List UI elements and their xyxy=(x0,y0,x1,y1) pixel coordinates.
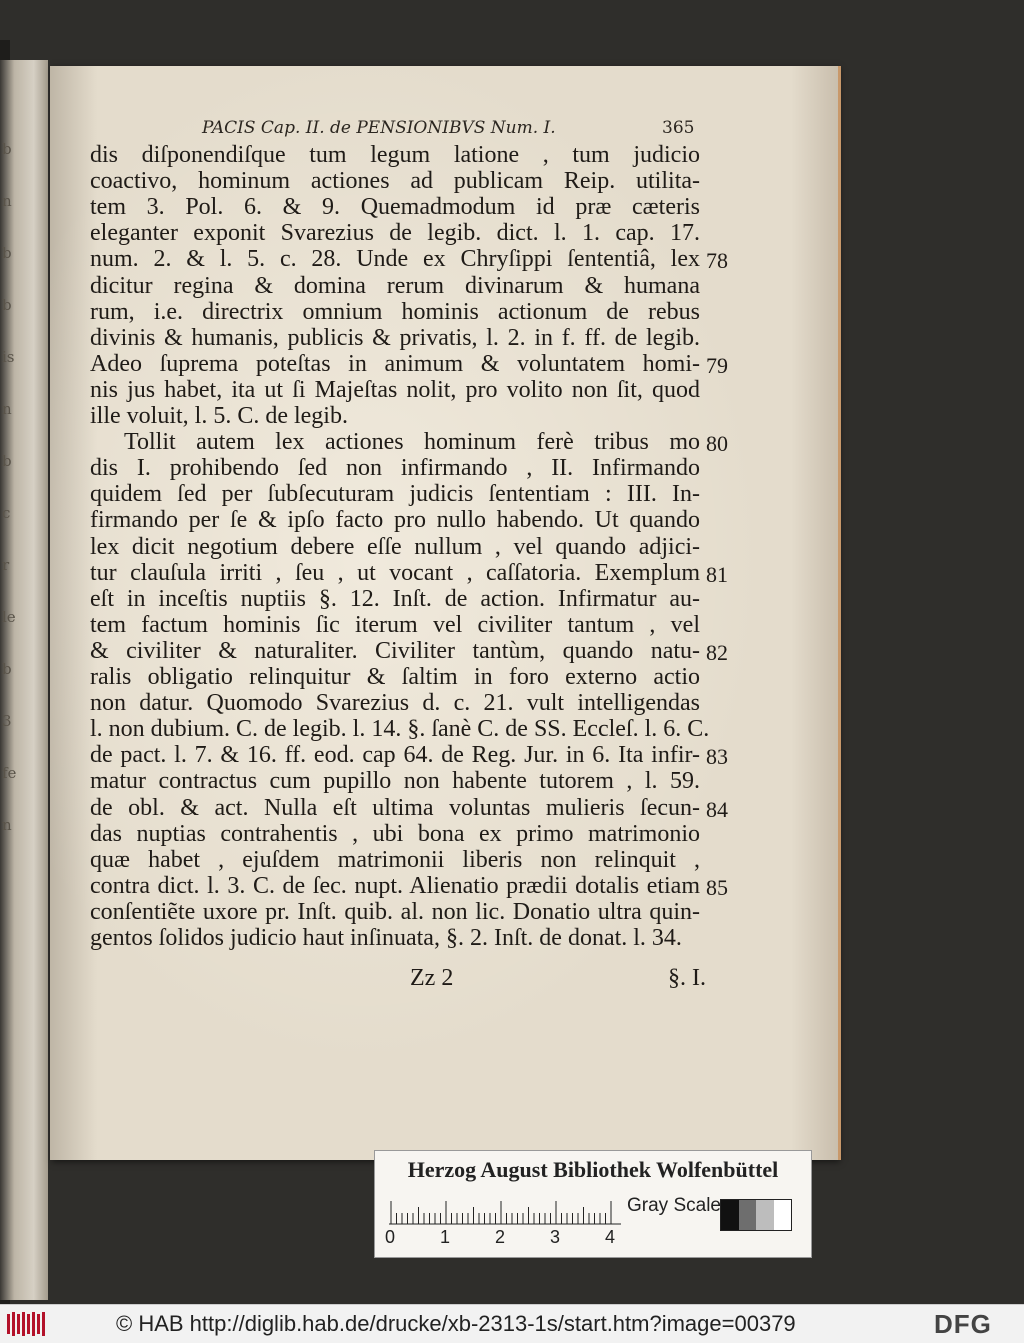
text-line: firmando per ſe & ipſo facto pro nullo habendo. Ut quando xyxy=(90,507,700,534)
text-line: dis diſponendiſque tum legum latione , tum judicio xyxy=(90,142,700,168)
text-line: das nuptias contrahentis , ubi bona ex primo matrimonio xyxy=(90,820,700,847)
margin-number: 82 xyxy=(706,639,728,665)
copyright-url: © HAB http://diglib.hab.de/drucke/xb-2313-1s/start.htm?image=00379 xyxy=(116,1311,796,1336)
text-line: eſt in inceſtis nuptiis §. 12. Inſt. de action. Infirmatur au- xyxy=(90,585,700,612)
ruler-label: 2 xyxy=(495,1227,506,1247)
ruler-label: 1 xyxy=(440,1227,451,1247)
text-line: dicitur regina & domina rerum divinarum & humana xyxy=(90,272,700,299)
text-line: lex dicit negotium debere eſſe nullum , vel quando adjici- xyxy=(90,533,700,560)
margin-number: 78 xyxy=(706,248,728,274)
adjacent-page-fragment: le xyxy=(2,608,16,626)
margin-number: 79 xyxy=(706,352,728,378)
ruler-label: 0 xyxy=(385,1227,396,1247)
adjacent-page-fragment: fe xyxy=(2,764,17,782)
adjacent-page-fragment: b xyxy=(2,660,12,678)
page-number: 365 xyxy=(662,118,695,138)
library-name: Herzog August Bibliothek Wolfenbüttel xyxy=(407,1157,779,1182)
adjacent-page-fragment: b xyxy=(2,244,12,262)
text-line: rum, i.e. directrix omnium hominis actionum de rebus xyxy=(90,298,700,325)
adjacent-page-fragment: 3 xyxy=(2,712,12,730)
text-line: Tollit autem lex actiones hominum ferè tribus mo xyxy=(124,429,700,456)
library-color-card xyxy=(374,1150,812,1258)
running-head-title: PACIS Cap. II. de PENSIONIBVS Num. I. xyxy=(202,118,556,138)
adjacent-page-fragment: b xyxy=(2,296,12,314)
margin-number: 83 xyxy=(706,744,728,770)
text-line: coactivo, hominum actiones ad publicam Reip. utilita- xyxy=(90,168,700,195)
text-line: conſentiẽte uxore pr. Inſt. quib. al. non lic. Donatio ultra quin- xyxy=(90,898,700,925)
text-line: ralis obligatio relinquitur & ſaltim in foro externo actio xyxy=(90,664,700,690)
text-line: nis jus habet, ita ut ſi Majeſtas nolit, pro volito non ſit, quod xyxy=(90,376,700,403)
margin-number: 81 xyxy=(706,561,728,587)
text-line: gentos ſolidos judicio haut inſinuata, §. 2. Inſt. de donat. l. 34. xyxy=(90,925,682,951)
hab-logo-icon xyxy=(6,1311,46,1337)
adjacent-page-fragment: is xyxy=(2,348,15,366)
adjacent-page-fragment: n xyxy=(2,192,12,210)
ruler-icon xyxy=(389,1195,621,1225)
footer-bar xyxy=(0,1304,1024,1343)
ruler-label: 4 xyxy=(605,1227,616,1247)
gray-scale-label: Gray Scale xyxy=(627,1195,721,1216)
text-line: de pact. l. 7. & 16. ff. eod. cap 64. de Reg. Jur. in 6. Ita infir- xyxy=(90,742,700,769)
adjacent-page-fragment: b xyxy=(2,140,12,158)
gray-scale-swatches xyxy=(720,1199,792,1231)
catchword: §. I. xyxy=(668,965,706,991)
text-line: eleganter exponit Svarezius de legib. dict. l. 1. cap. 17. xyxy=(90,220,700,247)
text-line: contra dict. l. 3. C. de ſec. nupt. Alienatio prædii dotalis etiam xyxy=(90,872,700,899)
gray-swatch xyxy=(739,1200,757,1230)
text-line: dis I. prohibendo ſed non infirmando , II. Infirmando xyxy=(90,455,700,482)
text-line: num. 2. & l. 5. c. 28. Unde ex Chryſippi ſententiâ, lex xyxy=(90,246,700,273)
text-line: matur contractus cum pupillo non habente tutorem , l. 59. xyxy=(90,768,700,795)
text-line: Adeo ſuprema poteſtas in animum & voluntatem homi- xyxy=(90,350,700,377)
text-line: quæ habet , ejuſdem matrimonii liberis non relinquit , xyxy=(90,846,700,873)
gray-swatch xyxy=(756,1200,774,1230)
text-line: divinis & humanis, publicis & privatis, l. 2. in f. ff. de legib. xyxy=(90,324,700,351)
adjacent-page-fragment: c xyxy=(2,504,11,522)
adjacent-page-fragment: n xyxy=(2,400,12,418)
gray-swatch xyxy=(721,1200,739,1230)
dfg-logo: DFG xyxy=(934,1309,992,1339)
ruler-label: 3 xyxy=(550,1227,561,1247)
text-line: quidem ſed per ſubſecuturam judicis ſententiam : III. In- xyxy=(90,481,700,508)
text-line: de obl. & act. Nulla eſt ultima voluntas mulieris ſecun- xyxy=(90,794,700,821)
margin-number: 84 xyxy=(706,796,728,822)
margin-number: 85 xyxy=(706,874,728,900)
adjacent-page-fragment: r xyxy=(2,556,10,574)
text-line: & civiliter & naturaliter. Civiliter tantùm, quando natu- xyxy=(90,637,700,664)
text-line: tem factum hominis ſic iterum vel civiliter tantum , vel xyxy=(90,611,700,638)
text-line: ille voluit, l. 5. C. de legib. xyxy=(90,403,348,429)
adjacent-page-fragment: n xyxy=(2,816,12,834)
margin-number: 80 xyxy=(706,431,728,457)
gray-swatch xyxy=(774,1200,792,1230)
adjacent-page-fragment: b xyxy=(2,452,12,470)
text-line: tem 3. Pol. 6. & 9. Quemadmodum id præ cæteris xyxy=(90,194,700,221)
text-line: tur clauſula irriti , ſeu , ut vocant , caſſatoria. Exemplum xyxy=(90,559,700,586)
text-line: non datur. Quomodo Svarezius d. c. 21. vult intelligendas xyxy=(90,690,700,717)
text-line: l. non dubium. C. de legib. l. 14. §. ſanè C. de SS. Eccleſ. l. 6. C. xyxy=(90,716,710,743)
signature-mark: Zz 2 xyxy=(410,965,454,991)
